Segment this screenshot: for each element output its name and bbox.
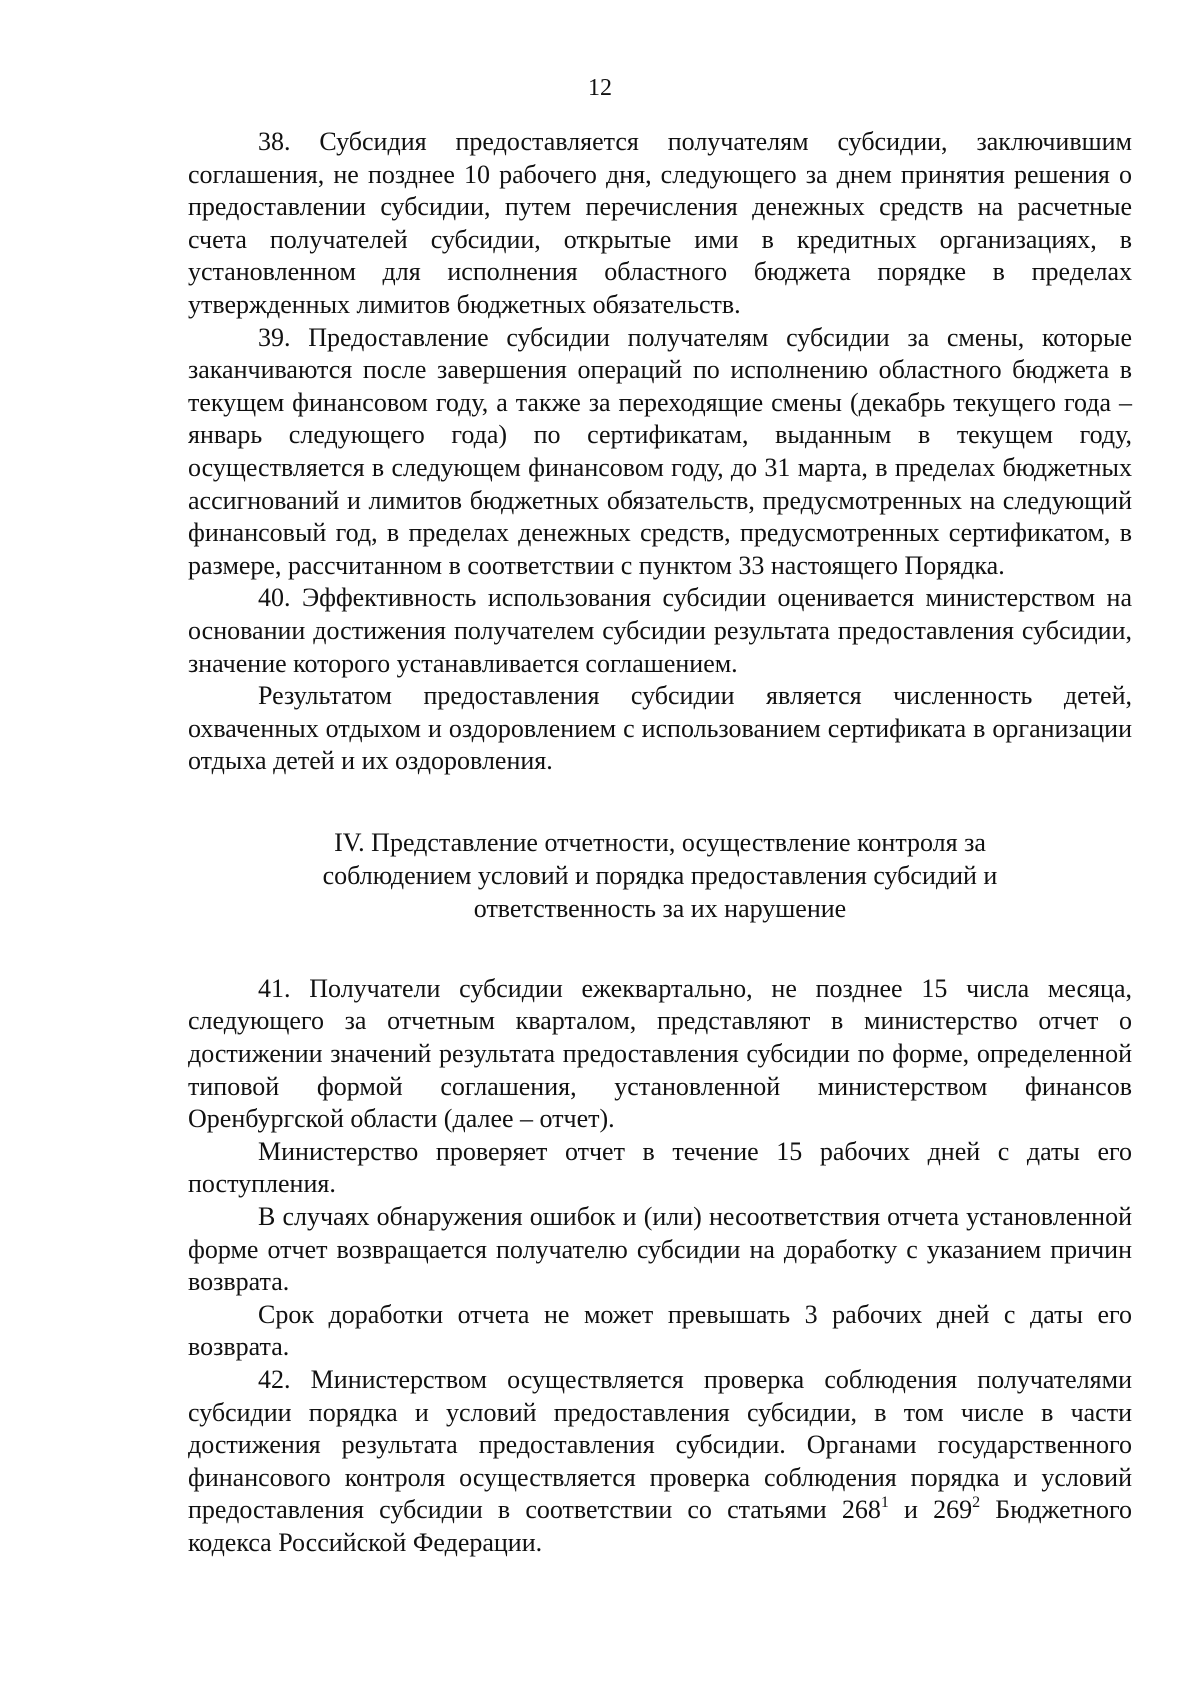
document-body <box>188 126 1132 1560</box>
section-title-line: ответственность за их нарушение <box>473 893 847 923</box>
paragraph-40: 40. Эффективность использования субсидии оценивается министерством на основании достижения получателем субсидии результата предоставления субсидии, значение которого устанавливается соглашением. <box>188 583 1132 678</box>
paragraph-41-errors: В случаях обнаружения ошибок и (или) несоответствия отчета установленной форме отчет возвращается получателю субсидии на доработку с указанием причин возврата. <box>188 1202 1132 1297</box>
section-title-line: соблюдением условий и порядка предоставления субсидий и <box>322 860 998 890</box>
superscript: 2 <box>972 1493 981 1511</box>
page-number: 12 <box>588 75 612 101</box>
section-title-line: IV. Представление отчетности, осуществление контроля за <box>334 827 986 857</box>
paragraph-41-check: Министерство проверяет отчет в течение 15 рабочих дней с даты его поступления. <box>188 1136 1132 1199</box>
paragraph-40-result: Результатом предоставления субсидии является численность детей, охваченных отдыхом и оздоровлением с использованием сертификата в организации отдыха детей и их оздоровления. <box>188 681 1132 776</box>
paragraph-38: 38. Субсидия предоставляется получателям субсидии, заключившим соглашения, не позднее 10 рабочего дня, следующего за днем принятия решения о предоставлении субсидии, путем перечисления денежных средств на расчетные счета получателей субсидии, открытые ими в кредитных организациях, в установленном для исполнения областного бюджета порядке в пределах утвержденных лимитов бюджетных обязательств. <box>188 127 1132 319</box>
paragraph-41-term: Срок доработки отчета не может превышать 3 рабочих дней с даты его возврата. <box>188 1299 1132 1362</box>
paragraph-39: 39. Предоставление субсидии получателям субсидии за смены, которые заканчиваются после завершения операций по исполнению областного бюджета в текущем финансовом году, а также за переходящие смены (декабрь текущего года – январь следующего года) по сертификатам, выданным в текущем году, осуществляется в следующем финансовом году, до 31 марта, в пределах бюджетных ассигнований и лимитов бюджетных обязательств, предусмотренных на следующий финансовый год, в пределах денежных средств, предусмотренных сертификатом, в размере, рассчитанном в соответствии с пунктом 33 настоящего Порядка. <box>188 322 1132 580</box>
paragraph-41: 41. Получатели субсидии ежеквартально, не позднее 15 числа месяца, следующего за отчетным кварталом, представляют в министерство отчет о достижении значений результата предоставления субсидии по форме, определенной типовой формой соглашения, установленной министерством финансов Оренбургской области (далее – отчет). <box>188 973 1132 1134</box>
paragraph-42-text: и 269 <box>888 1495 973 1525</box>
paragraph-42-text: Бюджетного кодекса Российской Федерации. <box>188 1495 1132 1557</box>
superscript: 1 <box>880 1493 889 1511</box>
section-title <box>188 826 1132 925</box>
paragraph-42-text: 42. Министерством осуществляется проверка соблюдения получателями субсидии порядка и условий предоставления субсидии, в том числе в части достижения результата предоставления субсидии. Органами государственного финансового контроля осуществляется проверка соблюдения порядка и условий предоставления субсидии в соответствии со статьями 268 <box>188 1365 1132 1525</box>
paragraph-42 <box>188 1364 1132 1560</box>
